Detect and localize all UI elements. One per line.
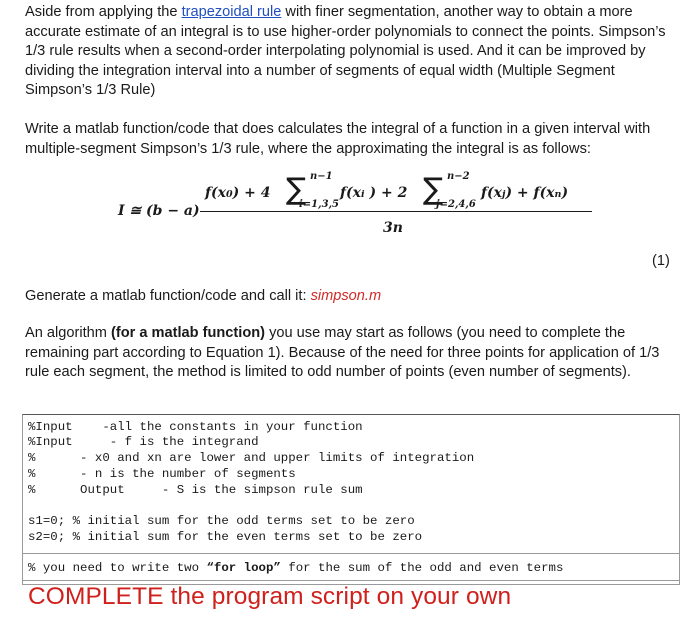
- sum1-lower-limit: i=1,3,5: [299, 199, 340, 210]
- equation-term-fj-fn: f(xj) + f(xn): [481, 185, 569, 201]
- algorithm-text-2: you use may start as follows (you need to complete the remaining part according to Equation 1). Because of the need for three points for application of 1/3 rule each segment, the method is limited to odd number of points (even number of segments).: [25, 325, 660, 380]
- complete-instruction: COMPLETE the program script on your own: [28, 583, 512, 610]
- algorithm-text-1: An algorithm: [25, 325, 111, 341]
- sum1-upper-limit: n−1: [310, 171, 333, 182]
- code-line-5: % Output - S is the simpson rule sum: [28, 483, 363, 497]
- code-divider: [23, 553, 679, 554]
- intro-text-after: with finer segmentation, another way to obtain a more accurate estimate of an integral is to use higher-order polynomials to connect the points. Simpson’s 1/3 rule results when a second-order interpolating polynomial is used. And it can be improved by dividing the integration interval into a number of segments of equal width (Multiple Segment Simpson’s 1/3 Rule): [25, 4, 666, 98]
- generate-paragraph: [25, 287, 675, 307]
- trapezoidal-rule-link[interactable]: trapezoidal rule: [181, 4, 282, 20]
- fraction-bar: [200, 211, 592, 212]
- filename-label: simpson.m: [310, 288, 382, 304]
- code-line-3: % - x0 and xn are lower and upper limits of integration: [28, 451, 475, 465]
- equation-term-fi: f(xi ) + 2: [340, 185, 408, 201]
- summation-sign-even: ∑: [423, 172, 444, 207]
- code-bottom-border: [23, 580, 679, 581]
- sum2-lower-limit: j=2,4,6: [436, 199, 476, 210]
- algorithm-bold-text: (for a matlab function): [110, 325, 266, 341]
- equation-denominator: 3n: [383, 220, 403, 236]
- equation-lhs: I ≅ (b − a): [118, 203, 200, 219]
- code-line-7: s2=0; % initial sum for the even terms set to be zero: [28, 530, 423, 544]
- equation-term-f0: f(x0) + 4: [205, 185, 271, 201]
- equation-number: (1): [652, 253, 670, 269]
- algorithm-paragraph: [25, 324, 675, 383]
- code-line-8: % you need to write two “for loop” for the sum of the odd and even terms: [28, 561, 564, 575]
- generate-text: Generate a matlab function/code and call it:: [25, 288, 311, 304]
- code-line-1: %Input -all the constants in your function: [28, 420, 363, 434]
- task-paragraph: Write a matlab function/code that does calculates the integral of a function in a given interval with multiple-segment Simpson’s 1/3 rule, where the approximating the integral is as follows:: [25, 121, 651, 157]
- summation-sign-odd: ∑: [286, 172, 307, 207]
- intro-text-before: Aside from applying the: [25, 4, 182, 20]
- code-listing: [22, 414, 680, 585]
- code-line-2: %Input - f is the integrand: [28, 435, 259, 449]
- sum2-upper-limit: n−2: [447, 171, 470, 182]
- code-line-6: s1=0; % initial sum for the odd terms set to be zero: [28, 514, 415, 528]
- code-line-4: % - n is the number of segments: [28, 467, 296, 481]
